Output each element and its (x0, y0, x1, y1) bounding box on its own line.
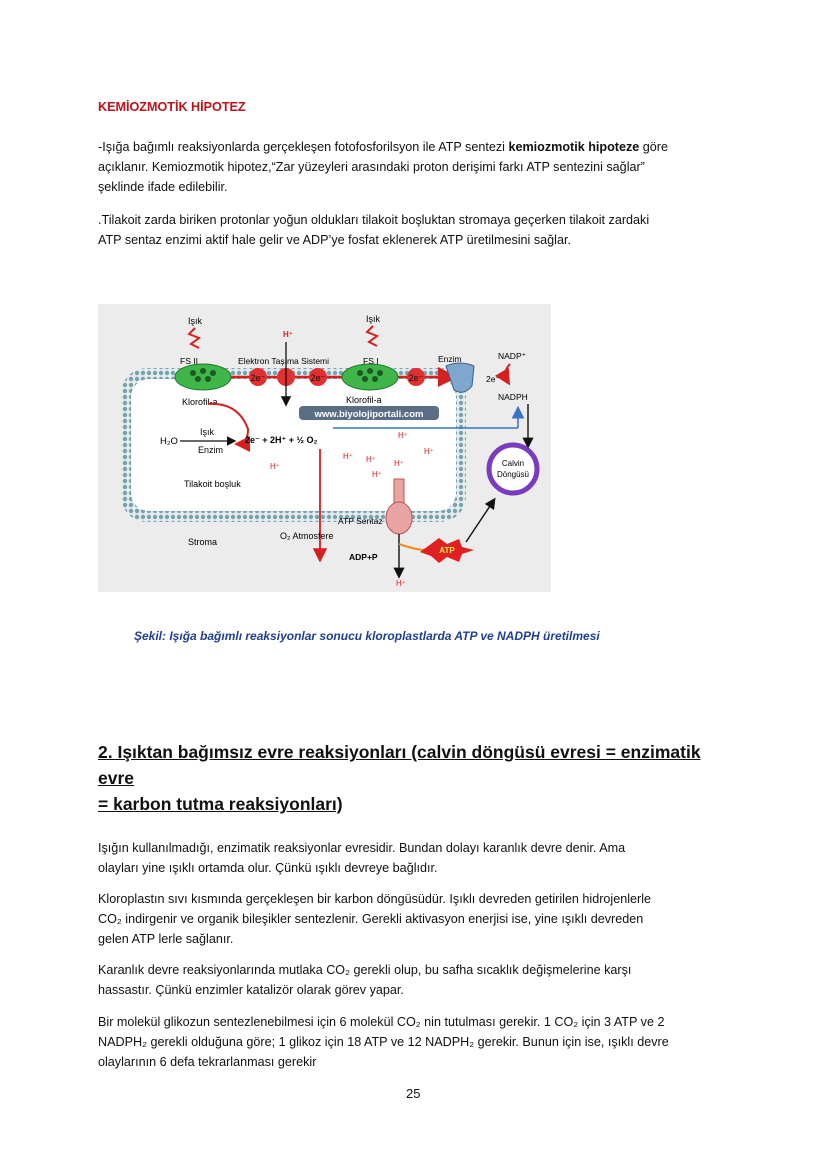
page-number: 25 (406, 1086, 421, 1101)
watermark: www.biyolojiportali.com (314, 409, 424, 420)
water-label: H₂O (160, 436, 178, 447)
section-heading: 2. Işıktan bağımsız evre reaksiyonları (calvin döngüsü evresi = enzimatik evre = karbon tutma reaksiyonları) (98, 742, 701, 814)
paragraph-4: Bir molekül glikozun sentezlenebilmesi için 6 molekül CO₂ nin tutulması gerekir. 1 CO₂ için 3 ATP ve 2 NADPH₂ gerekli olduğuna göre; 1 glikoz için 18 ATP ve 12 NADPH₂ gerekir. Bunun için ise, ışıklı devre olaylarının 6 defa tekrarlanması gerekir (98, 1015, 669, 1069)
paragraph-3: Karanlık devre reaksiyonlarında mutlaka CO₂ gerekli olup, bu safha sıcaklık değişmelerine karşı hassastır. Çünkü enzimler katalizör olarak görev yapar. (98, 963, 632, 997)
thylakoid-lumen (131, 379, 456, 511)
thylakoid-space-label: Tilakoit boşluk (184, 479, 241, 489)
proton-label: H⁺ (396, 579, 406, 588)
proton-label: H⁺ (283, 330, 293, 339)
paragraph-2: Kloroplastın sıvı kısmında gerçekleşen bir karbon döngüsüdür. Işıklı devreden getirilen hidrojenlerle CO₂ indirgenir ve organik bileşikler sentezlenir. Gerekli aktivasyon enerjisi ise, yine ışıklı devreden gelen ATP lerle sağlanır. (98, 892, 652, 946)
oxygen-label: O₂ Atmosfere (280, 531, 334, 541)
calvin-label-2: Döngüsü (496, 470, 530, 479)
proton-label: H⁺ (366, 455, 376, 464)
stroma-label: Stroma (188, 537, 218, 547)
ets-label: Elektron Taşıma Sistemi (238, 356, 330, 366)
proton-label: H⁺ (394, 459, 404, 468)
paragraph-1: Işığın kullanılmadığı, enzimatik reaksiyonlar evresidir. Bundan dolayı karanlık devre denir. Ama olayları yine ışıklı ortamda olur. Çünkü ışıklı devreye bağlıdır. (98, 841, 626, 875)
water-split-reaction: 2e⁻ + 2H⁺ + ½ O₂ (245, 435, 318, 445)
atp-synthase (386, 502, 412, 534)
light-label-mid: Işık (200, 427, 215, 437)
nadph-label: NADPH (498, 392, 528, 402)
fs2-label: FS II (180, 356, 198, 366)
fs1-label: FS I (363, 356, 379, 366)
electron-label: 2e⁻ (250, 373, 266, 383)
figure-caption: Şekil: Işığa bağımlı reaksiyonlar sonucu kloroplastlarda ATP ve NADPH üretilmesi (134, 629, 600, 643)
proton-label: H⁺ (424, 447, 434, 456)
light-label-left: Işık (188, 316, 203, 326)
proton-label: H⁺ (398, 431, 408, 440)
electron-label: 2e⁻ (310, 373, 326, 383)
photosystem-2 (175, 364, 231, 390)
section-title: KEMİOZMOTİK HİPOTEZ (98, 100, 246, 114)
proton-label: H⁺ (343, 452, 353, 461)
calvin-label-1: Calvin (501, 459, 525, 468)
photosystem-1 (342, 364, 398, 390)
enzyme-label-top: Enzim (438, 354, 462, 364)
electron-label: 2e⁻ (486, 374, 500, 384)
nadp-label: NADP⁺ (498, 351, 527, 361)
chlorophyll-label-left: Klorofil-a (182, 397, 218, 407)
enzyme-label-mid: Enzim (198, 445, 224, 455)
light-label-right: Işık (366, 314, 381, 324)
atp-synthase-label: ATP Sentaz (338, 516, 383, 526)
calvin-cycle (489, 445, 537, 493)
paragraph-kemiozmotik-1: -Işığa bağımlı reaksiyonlarda gerçekleşen fotofosforilsyon ile ATP sentezi kemiozmotik hipoteze göre açıklanır. Kemiozmotik hipotez,“Zar yüzeyleri arasındaki proton derişimi farkı ATP sentezini sağlar” şeklinde ifade edilebilir. (98, 140, 669, 194)
electron-label: 2e⁻ (408, 373, 424, 383)
proton-label: H⁺ (372, 470, 382, 479)
atp-label: ATP (439, 546, 455, 555)
adp-label: ADP+P (349, 552, 378, 562)
chlorophyll-label-right: Klorofil-a (346, 395, 382, 405)
proton-label: H⁺ (270, 462, 280, 471)
paragraph-kemiozmotik-2: .Tilakoit zarda biriken protonlar yoğun oldukları tilakoit boşluktan stromaya geçerken tilakoit zardaki ATP sentaz enzimi aktif hale gelir ve ADP’ye fosfat eklenerek ATP üretilmesini sağlar. (98, 213, 650, 247)
chloroplast-diagram (98, 304, 551, 592)
